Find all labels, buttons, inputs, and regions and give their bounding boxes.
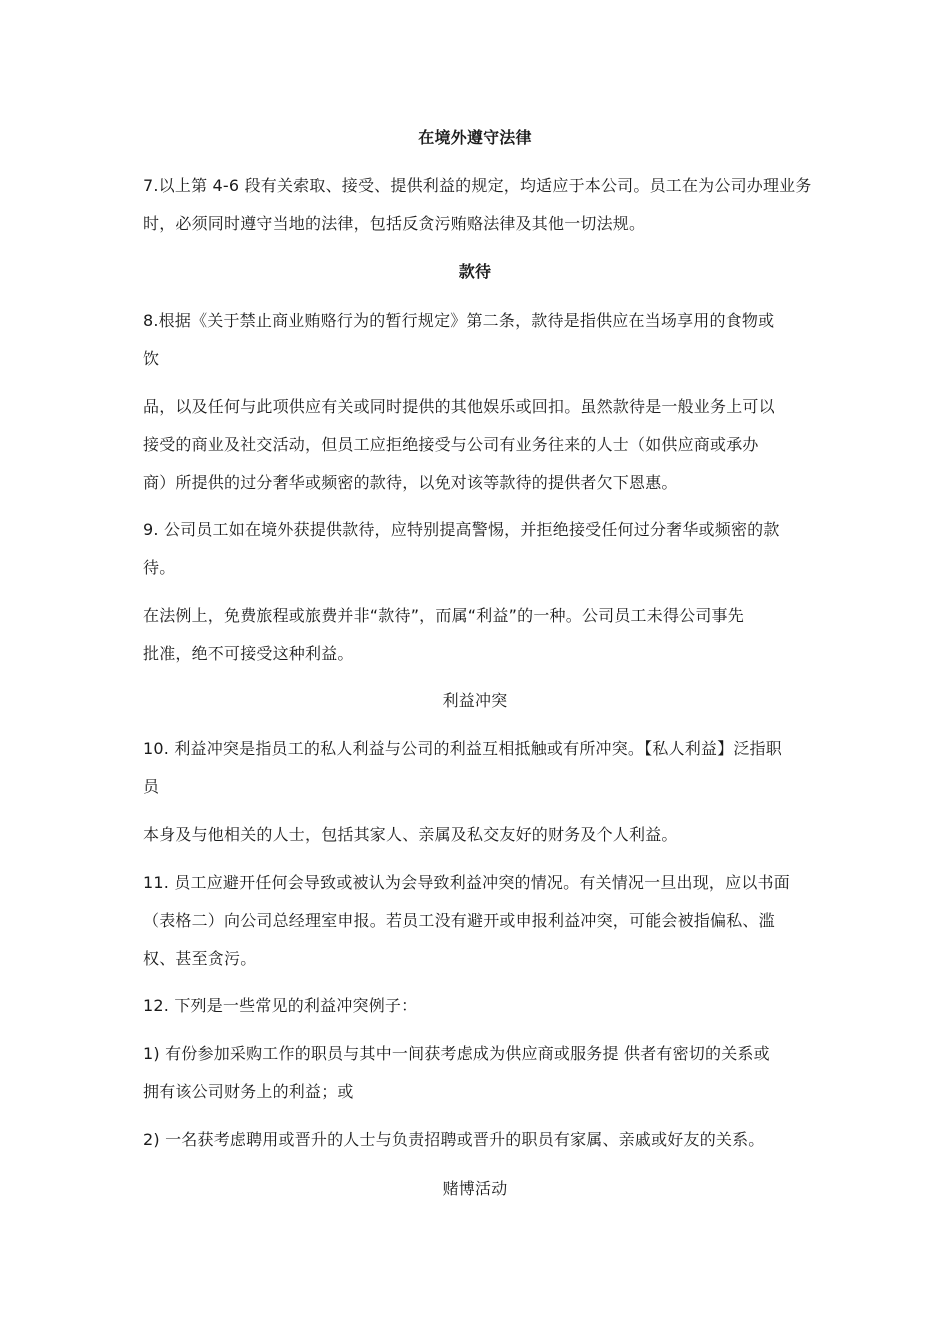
paragraph-11-line-3: 权、甚至贪污。 bbox=[143, 949, 257, 968]
heading-abroad-law: 在境外遵守法律 bbox=[418, 128, 532, 147]
paragraph-12-line-1: 12. 下列是一些常见的利益冲突例子： bbox=[143, 996, 418, 1015]
paragraph-9-line-2: 待。 bbox=[143, 558, 176, 577]
heading-conflict: 利益冲突 bbox=[442, 691, 508, 710]
paragraph-7-line-2: 时，必须同时遵守当地的法律，包括反贪污贿赂法律及其他一切法规。 bbox=[143, 214, 646, 233]
paragraph-8b-line-3: 商）所提供的过分奢华或频密的款待，以免对该等款待的提供者欠下恩惠。 bbox=[143, 473, 678, 492]
heading-hospitality: 款待 bbox=[458, 262, 492, 281]
paragraph-8b-line-1: 品，以及任何与此项供应有关或同时提供的其他娱乐或回扣。虽然款待是一般业务上可以 bbox=[143, 397, 775, 416]
paragraph-8b-line-2: 接受的商业及社交活动，但员工应拒绝接受与公司有业务往来的人士（如供应商或承办 bbox=[143, 435, 759, 454]
paragraph-10-line-1: 10. 利益冲突是指员工的私人利益与公司的利益互相抵触或有所冲突。【私人利益】泛指职 bbox=[143, 739, 782, 758]
paragraph-9b-line-1: 在法例上，免费旅程或旅费并非“款待”，而属“利益”的一种。公司员工未得公司事先 bbox=[143, 606, 744, 625]
list-item-1-line-1: 1) 有份参加采购工作的职员与其中一间获考虑成为供应商或服务提 供者有密切的关系或 bbox=[143, 1044, 770, 1063]
paragraph-7-line-1: 7.以上第 4-6 段有关索取、接受、提供利益的规定，均适应于本公司。员工在为公司办理业务 bbox=[143, 176, 812, 195]
paragraph-10-line-2: 员 bbox=[143, 777, 160, 796]
paragraph-8-line-2: 饮 bbox=[143, 349, 160, 368]
list-item-1-line-2: 拥有该公司财务上的利益；或 bbox=[143, 1082, 354, 1101]
paragraph-8-line-1: 8.根据《关于禁止商业贿赂行为的暂行规定》第二条，款待是指供应在当场享用的食物或 bbox=[143, 311, 775, 330]
paragraph-9-line-1: 9. 公司员工如在境外获提供款待，应特别提高警惕，并拒绝接受任何过分奢华或频密的款 bbox=[143, 520, 780, 539]
paragraph-9b-line-2: 批准，绝不可接受这种利益。 bbox=[143, 644, 354, 663]
list-item-2-line-1: 2) 一名获考虑聘用或晋升的人士与负责招聘或晋升的职员有家属、亲戚或好友的关系。 bbox=[143, 1130, 765, 1149]
heading-gambling: 赌博活动 bbox=[442, 1179, 508, 1198]
paragraph-11-line-2: （表格二）向公司总经理室申报。若员工没有避开或申报利益冲突，可能会被指偏私、滥 bbox=[143, 911, 775, 930]
paragraph-10b-line-1: 本身及与他相关的人士，包括其家人、亲属及私交友好的财务及个人利益。 bbox=[143, 825, 678, 844]
paragraph-11-line-1: 11. 员工应避开任何会导致或被认为会导致利益冲突的情况。有关情况一旦出现，应以书面 bbox=[143, 873, 790, 892]
